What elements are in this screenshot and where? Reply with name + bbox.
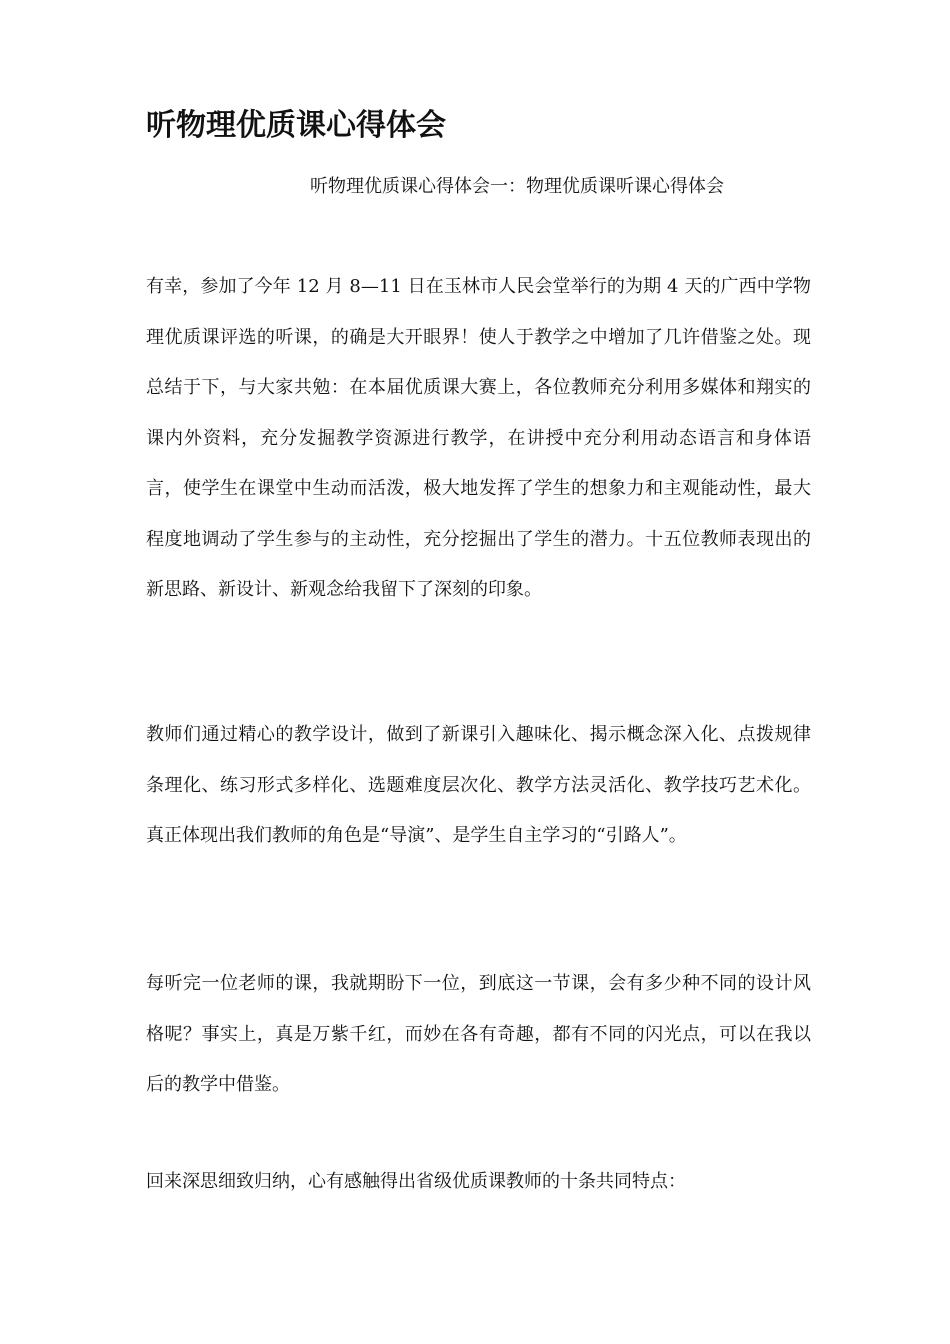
document-subtitle: 听物理优质课心得体会一：物理优质课听课心得体会	[310, 176, 724, 197]
paragraph-3: 每听完一位老师的课，我就期盼下一位，到底这一节课，会有多少种不同的设计风格呢？事实上，真是万紫千红，而妙在各有奇趣，都有不同的闪光点，可以在我以后的教学中借鉴。	[146, 973, 811, 1095]
paragraph-1: 有幸，参加了今年 12 月 8—11 日在玉林市人民会堂举行的为期 4 天的广西中学物理优质课评选的听课，的确是大开眼界！使人于教学之中增加了几许借鉴之处。现总结于下，与大家共勉：在本届优质课大赛上，各位教师充分利用多媒体和翔实的课内外资料，充分发掘教学资源进行教学，在讲授中充分利用动态语言和身体语言，使学生在课堂中生动而活泼，极大地发挥了学生的想象力和主观能动性，最大程度地调动了学生参与的主动性，充分挖掘出了学生的潜力。十五位教师表现出的新思路、新设计、新观念给我留下了深刻的印象。	[146, 276, 811, 600]
document-title: 听物理优质课心得体会	[146, 108, 446, 143]
paragraph-4: 回来深思细致归纳，心有感触得出省级优质课教师的十条共同特点：	[146, 1171, 686, 1192]
paragraph-2: 教师们通过精心的教学设计，做到了新课引入趣味化、揭示概念深入化、点拨规律条理化、练习形式多样化、选题难度层次化、教学方法灵活化、教学技巧艺术化。真正体现出我们教师的角色是“导演”、是学生自主学习的“引路人”。	[146, 724, 811, 846]
